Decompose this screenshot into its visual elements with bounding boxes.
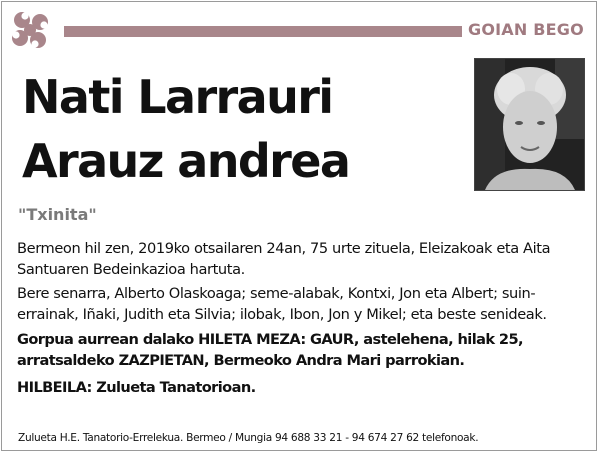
portrait-photo (474, 58, 585, 191)
nickname: "Txinita" (18, 205, 97, 224)
header-bar (64, 26, 462, 37)
name-line-1: Nati Larrauri (22, 70, 333, 124)
name-line-2: Arauz andrea (22, 134, 350, 188)
footer-contact: Zulueta H.E. Tanatorio-Errelekua. Bermeo / Mungia 94 688 33 21 - 94 674 27 62 telefonoak. (18, 432, 479, 444)
obituary-card (1, 1, 597, 451)
wake-text: HILBEILA: Zulueta Tanatorioan. (17, 379, 256, 396)
family-text: Bere senarra, Alberto Olaskoaga; seme-alabak, Kontxi, Jon eta Albert; suin-errainak, Iñaki, Judith eta Silvia; ilobak, Ibon, Jon y Mikel; eta beste senideak. (17, 285, 547, 323)
lauburu-icon (6, 6, 54, 54)
death-notice-text: Bermeon hil zen, 2019ko otsailaren 24an, 75 urte zituela, Eleizakoak eta Aita Santuaren Bedeinkazioa hartuta. (17, 240, 551, 278)
funeral-mass-text: Gorpua aurrean dalako HILETA MEZA: GAUR, astelehena, hilak 25, arratsaldeko ZAZPIETAN, Bermeoko Andra Mari parrokian. (17, 331, 523, 369)
header-label: GOIAN BEGO (468, 20, 584, 39)
